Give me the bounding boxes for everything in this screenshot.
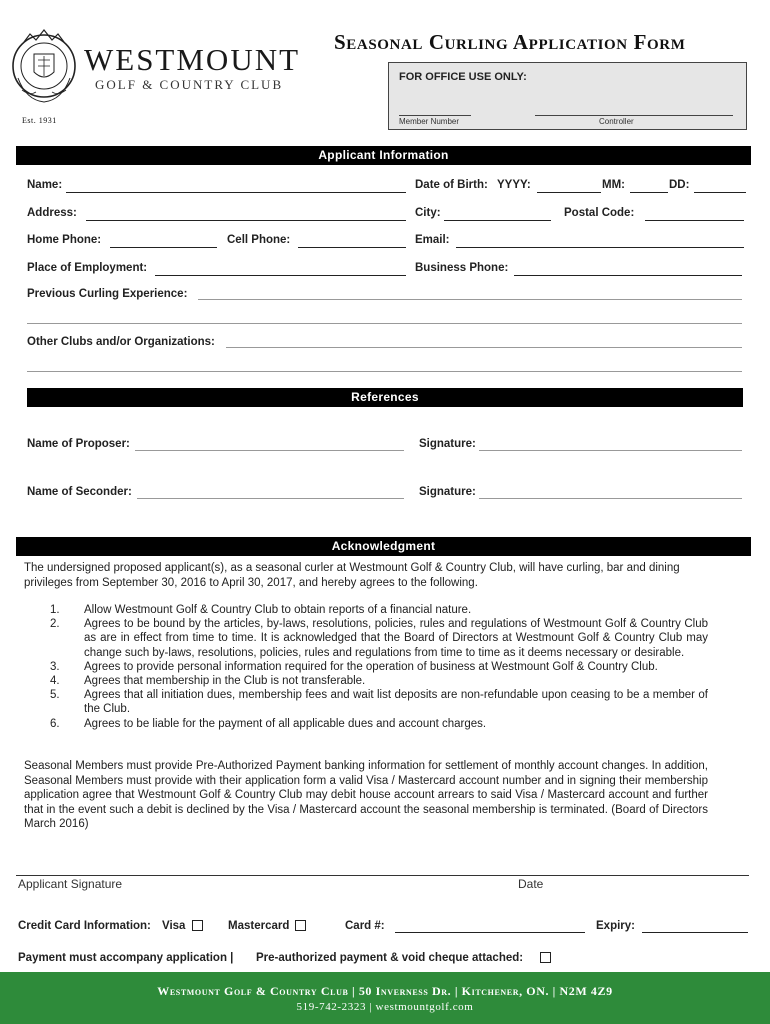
references-header: References (27, 388, 743, 407)
home-phone-label: Home Phone: (27, 234, 102, 246)
dob-year-field[interactable] (537, 192, 601, 193)
other-clubs-field[interactable] (226, 347, 742, 348)
list-item: 4. Agrees that membership in the Club is not transferable. (50, 675, 366, 688)
expiry-field[interactable] (642, 932, 748, 933)
member-number-label: Member Number (399, 117, 460, 126)
acknowledgment-list (24, 603, 708, 731)
club-crest-logo (10, 20, 78, 120)
proposer-signature-field[interactable] (479, 450, 742, 451)
address-label: Address: (27, 207, 77, 219)
footer-address: Westmount Golf & Country Club | 50 Inverness Dr. | Kitchener, ON. | N2M 4Z9 (157, 984, 613, 998)
credit-card-label: Credit Card Information: (18, 920, 151, 932)
curling-experience-label: Previous Curling Experience: (27, 288, 188, 300)
address-field[interactable] (86, 220, 406, 221)
club-subtitle: GOLF & COUNTRY CLUB (95, 77, 284, 92)
acknowledgment-intro: The undersigned proposed applicant(s), as a seasonal curler at Westmount Golf & Country Club, will have curling, bar and dining privileges from September 30, 2016 to April 30, 2017, and hereby agrees to the following. (24, 562, 680, 589)
curling-experience-field[interactable] (198, 299, 742, 300)
seconder-signature-field[interactable] (479, 498, 742, 499)
city-field[interactable] (444, 220, 551, 221)
applicant-info-header: Applicant Information (16, 146, 751, 165)
dob-year-label: YYYY: (497, 179, 531, 191)
cell-phone-label: Cell Phone: (227, 234, 291, 246)
dob-month-field[interactable] (630, 192, 668, 193)
office-use-title: FOR OFFICE USE ONLY: (399, 71, 527, 83)
proposer-field[interactable] (135, 450, 404, 451)
list-item: 5. Agrees that all initiation dues, membership fees and wait list deposits are non-refundable upon ceasing to be a member of the Club. (50, 689, 708, 716)
email-field[interactable] (456, 247, 744, 248)
dob-label: Date of Birth: (415, 179, 488, 191)
other-clubs-field-line-2[interactable] (27, 371, 742, 372)
name-field[interactable] (66, 192, 406, 193)
dob-day-field[interactable] (694, 192, 746, 193)
office-use-box (388, 62, 747, 130)
postal-code-field[interactable] (645, 220, 744, 221)
proposer-label: Name of Proposer: (27, 438, 130, 450)
list-item: 2. Agrees to be bound by the articles, by-laws, resolutions, policies, rules and regulations of Westmount Golf & Country Club as are in effect from time to time. It is acknowledged that the Board of Directors at Westmount Golf & Country Club may change such by-laws, resolutions, policies, rules and regulations from time to time as it deems necessary or desirable. (50, 618, 708, 659)
mastercard-label: Mastercard (228, 920, 290, 932)
payment-accompany-label: Payment must accompany application | (18, 952, 234, 964)
list-item: 3. Agrees to provide personal information required for the operation of business at Westmount Golf & Country Club. (50, 660, 658, 673)
home-phone-field[interactable] (110, 247, 217, 248)
established-year: Est. 1931 (22, 116, 57, 125)
date-label: Date (518, 877, 544, 891)
employment-label: Place of Employment: (27, 262, 148, 274)
business-phone-field[interactable] (514, 275, 742, 276)
cell-phone-field[interactable] (298, 247, 406, 248)
proposer-signature-label: Signature: (419, 438, 476, 450)
footer (0, 972, 770, 1024)
visa-checkbox[interactable] (192, 920, 203, 931)
preauth-checkbox[interactable] (540, 952, 551, 963)
card-number-label: Card #: (345, 920, 385, 932)
list-item: 6. Agrees to be liable for the payment of all applicable dues and account charges. (50, 717, 487, 730)
expiry-label: Expiry: (596, 920, 635, 932)
employment-field[interactable] (155, 275, 406, 276)
member-number-field[interactable] (399, 115, 471, 116)
preauth-label: Pre-authorized payment & void cheque attached: (256, 952, 524, 964)
seconder-field[interactable] (137, 498, 404, 499)
footer-contact: 519-742-2323 | westmountgolf.com (296, 1001, 474, 1013)
visa-label: Visa (162, 920, 186, 932)
club-name: WESTMOUNT (84, 42, 301, 77)
mastercard-checkbox[interactable] (295, 920, 306, 931)
acknowledgment-header: Acknowledgment (16, 537, 751, 556)
applicant-signature-label: Applicant Signature (18, 877, 123, 891)
dob-month-label: MM: (602, 179, 625, 191)
curling-experience-field-line-2[interactable] (27, 323, 742, 324)
postal-code-label: Postal Code: (564, 207, 635, 219)
seconder-label: Name of Seconder: (27, 486, 132, 498)
controller-label: Controller (599, 117, 634, 126)
other-clubs-label: Other Clubs and/or Organizations: (27, 336, 215, 348)
name-label: Name: (27, 179, 63, 191)
applicant-signature-line[interactable] (16, 875, 749, 876)
dob-day-label: DD: (669, 179, 690, 191)
card-number-field[interactable] (395, 932, 585, 933)
controller-field[interactable] (535, 115, 733, 116)
form-title: Seasonal Curling Application Form (334, 30, 686, 54)
list-item: 1. Allow Westmount Golf & Country Club to obtain reports of a financial nature. (50, 604, 472, 616)
email-label: Email: (415, 234, 450, 246)
city-label: City: (415, 207, 441, 219)
payment-paragraph: Seasonal Members must provide Pre-Authorized Payment banking information for settlement of monthly account changes. In addition, Seasonal Members must provide with their application form a valid Visa / Mastercard account number and in signing their membership application agree that Westmount Golf & Country Club may debit house account arrears to said Visa / Mastercard account and further that in the event such a debit is declined by the Visa / Mastercard account the seasonal membership is terminated. (Board of Directors March 2016) (24, 760, 708, 830)
seconder-signature-label: Signature: (419, 486, 476, 498)
business-phone-label: Business Phone: (415, 262, 509, 274)
